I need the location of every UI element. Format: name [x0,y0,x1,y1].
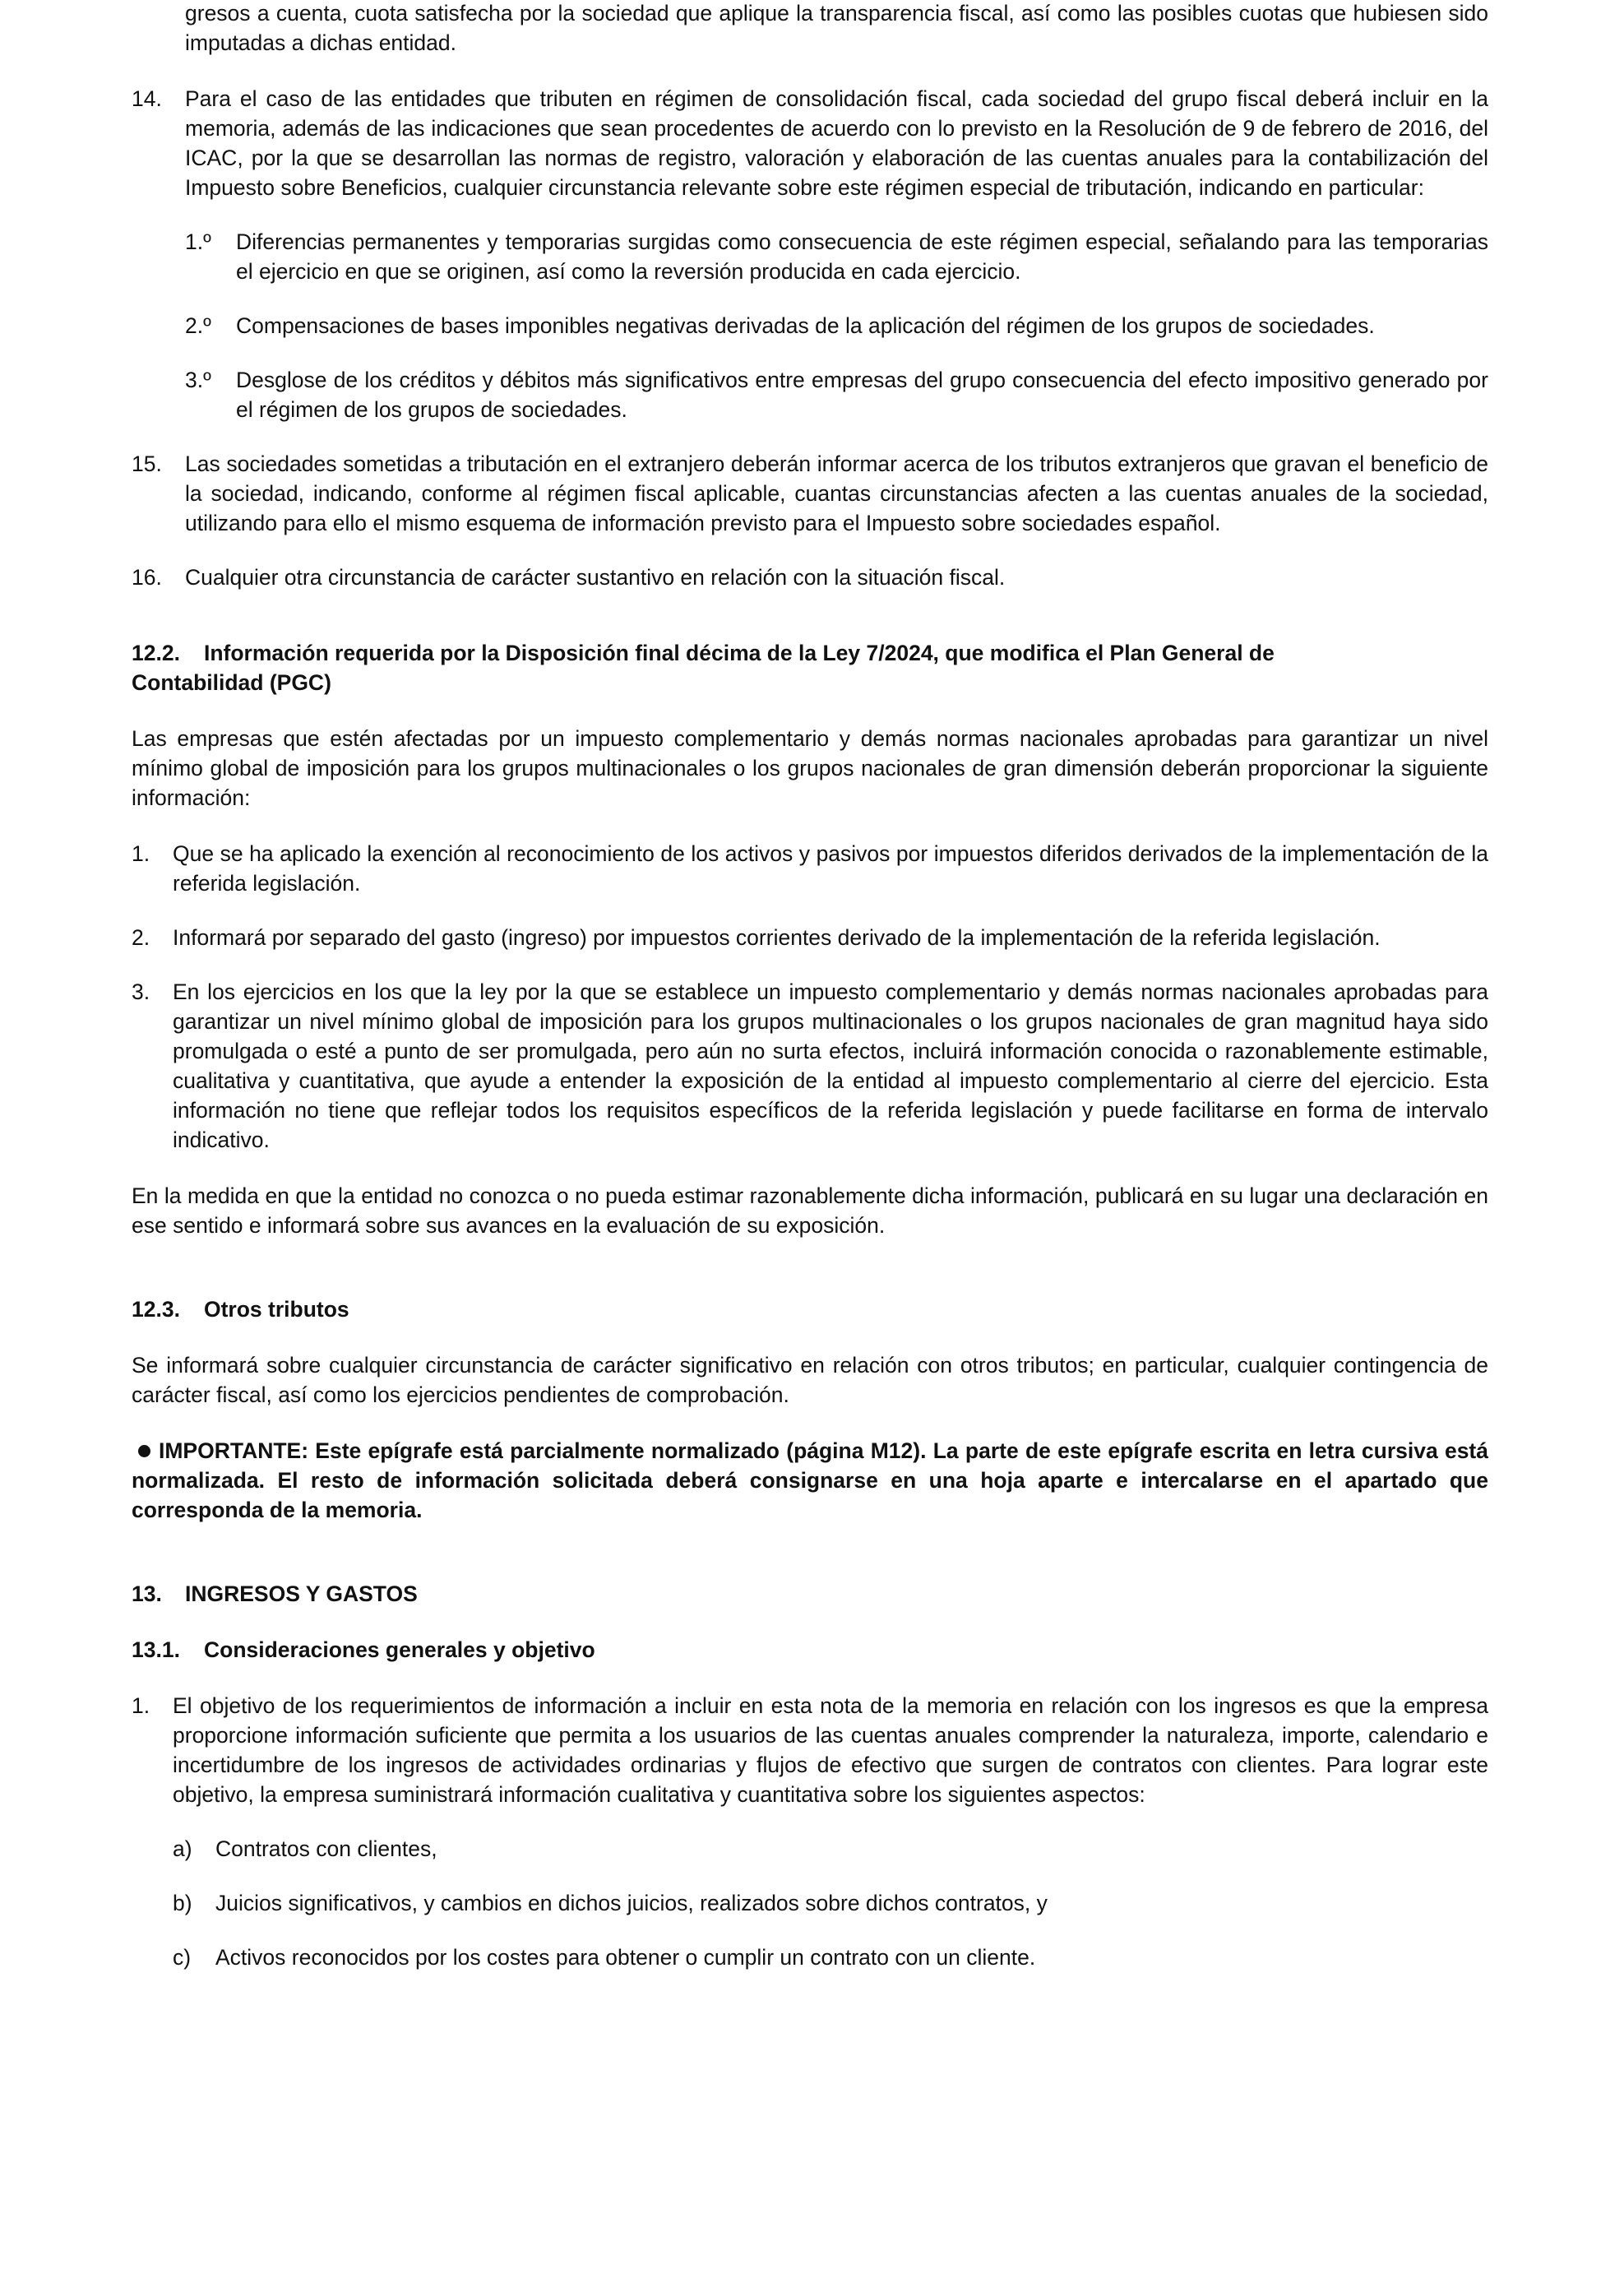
section-title: Consideraciones generales y objetivo [204,1637,595,1662]
item-text: En los ejercicios en los que la ley por la que se establece un impuesto complementario y demás normas nacionales aprobadas para garantizar un nivel mínimo global de imposición para los grupos multinacionales o los grupos nacionales de gran magnitud haya sido promulgada o esté a punto de ser promulgada, pero aún no surta efectos, incluirá información conocida o razonablemente estimable, cualitativa y cuantitativa, que ayude a entender la exposición de la entidad al impuesto complementario al cierre del ejercicio. Esta información no tiene que reflejar todos los requisitos específicos de la referida legislación y puede facilitarse en forma de intervalo indicativo. [173,979,1488,1152]
important-notice [132,1436,1488,1525]
item-text: El objetivo de los requerimientos de información a incluir en esta nota de la memoria en relación con los ingresos es que la empresa proporcione información suficiente que permita a los usuarios de las cuentas anuales comprender la naturaleza, importe, calendario e incertidumbre de los ingresos de actividades ordinarias y flujos de efectivo que surgen de contratos con clientes. Para lograr este objetivo, la empresa suministrará información cualitativa y cuantitativa sobre los siguientes aspectos: [173,1693,1488,1807]
bullet-icon [138,1445,150,1457]
sub-item-c [173,1943,1488,1972]
section-number: 12.3. [132,1297,180,1322]
section-heading-12-2 [132,638,1488,697]
sub-item-a [173,1834,1488,1864]
item-text: Que se ha aplicado la exención al reconocimiento de los activos y pasivos por impuestos diferidos derivados de la implementación de la referida legislación. [173,841,1488,896]
section-intro-paragraph: Las empresas que estén afectadas por un impuesto complementario y demás normas nacionales aprobadas para garantizar un nivel mínimo global de imposición para los grupos multinacionales o los grupos nacionales de gran dimensión deberán proporcionar la siguiente información: [132,726,1488,810]
section-paragraph: Se informará sobre cualquier circunstancia de carácter significativo en relación con otros tributos; en particular, cualquier contingencia de carácter fiscal, así como los ejercicios pendientes de comprobación. [132,1353,1488,1407]
continuation-paragraph: gresos a cuenta, cuota satisfecha por la sociedad que aplique la transparencia fiscal, así como las posibles cuotas que hubiesen sido imputadas a dichas entidad. [185,1,1488,55]
list-item-3 [132,977,1488,1155]
list-item-2 [132,923,1488,952]
item-number: 15. [132,452,162,476]
section-title-line1: Información requerida por la Disposición final décima de la Ley 7/2024, que modifica el Plan General de [204,641,1275,665]
sub-item-text: Contratos con clientes, [215,1836,437,1861]
section-title: INGRESOS Y GASTOS [185,1581,418,1606]
list-item-16 [132,563,1488,592]
closing-paragraph: En la medida en que la entidad no conozca o no pueda estimar razonablemente dicha información, publicará en su lugar una declaración en ese sentido e informará sobre sus avances en la evaluación de su exposición. [132,1183,1488,1238]
sub-item-text: Diferencias permanentes y temporarias surgidas como consecuencia de este régimen especial, señalando para las temporarias el ejercicio en que se originen, así como la reversión producida en cada ejercicio. [236,229,1488,284]
item-number: 16. [132,565,162,590]
sub-item-letter: a) [173,1836,192,1861]
sub-item-text: Juicios significativos, y cambios en dichos juicios, realizados sobre dichos contratos, y [215,1891,1048,1915]
section-title-line2: Contabilidad (PGC) [132,670,331,695]
sub-item-letter: b) [173,1891,192,1915]
section-heading-12-3 [132,1294,1488,1324]
list-item-1 [132,839,1488,898]
sub-item-text: Desglose de los créditos y débitos más significativos entre empresas del grupo consecuencia del efecto impositivo generado por el régimen de los grupos de sociedades. [236,368,1488,422]
section-heading-13-1 [132,1635,1488,1665]
item-text: Para el caso de las entidades que tributen en régimen de consolidación fiscal, cada sociedad del grupo fiscal deberá incluir en la memoria, además de las indicaciones que sean procedentes de acuerdo con lo previsto en la Resolución de 9 de febrero de 2016, del ICAC, por la que se desarrollan las normas de registro, valoración y elaboración de las cuentas anuales para la contabilización del Impuesto sobre Beneficios, cualquier circunstancia relevante sobre este régimen especial de tributación, indicando en particular: [185,86,1488,200]
list-item-14 [132,84,1488,202]
sub-item-1 [185,227,1488,286]
item-number: 1. [132,1693,150,1718]
sub-item-number: 1.º [185,229,211,254]
sub-item-text: Activos reconocidos por los costes para obtener o cumplir un contrato con un cliente. [215,1945,1036,1970]
item-text: Las sociedades sometidas a tributación en el extranjero deberán informar acerca de los tributos extranjeros que gravan el beneficio de la sociedad, indicando, conforme al régimen fiscal aplicable, cuantas circunstancias afecten a las cuentas anuales de la sociedad, utilizando para ello el mismo esquema de información previsto para el Impuesto sobre sociedades español. [185,452,1488,535]
section-number: 13.1. [132,1637,180,1662]
section-number: 12.2. [132,641,180,665]
sub-item-b [173,1888,1488,1918]
section-number: 13. [132,1581,162,1606]
section-heading-13 [132,1579,1488,1609]
sub-item-letter: c) [173,1945,192,1970]
item-text: Cualquier otra circunstancia de carácter sustantivo en relación con la situación fiscal. [185,565,1006,590]
important-text: IMPORTANTE: Este epígrafe está parcialmente normalizado (página M12). La parte de este epígrafe escrita en letra cursiva está normalizada. El resto de información solicitada deberá consignarse en una hoja aparte e intercalarse en el apartado que corresponda de la memoria. [132,1438,1488,1522]
sub-item-text: Compensaciones de bases imponibles negativas derivadas de la aplicación del régimen de los grupos de sociedades. [236,313,1375,338]
item-number: 1. [132,841,150,866]
item-number: 14. [132,86,162,111]
sub-item-2 [185,311,1488,340]
sub-item-number: 3.º [185,368,211,392]
item-number: 3. [132,979,150,1004]
list-item-1 [132,1691,1488,1809]
item-text: Informará por separado del gasto (ingreso) por impuestos corrientes derivado de la implementación de la referida legislación. [173,925,1381,950]
sub-item-3 [185,365,1488,424]
list-item-15 [132,449,1488,538]
item-number: 2. [132,925,150,950]
section-title: Otros tributos [204,1297,349,1322]
sub-item-number: 2.º [185,313,211,338]
